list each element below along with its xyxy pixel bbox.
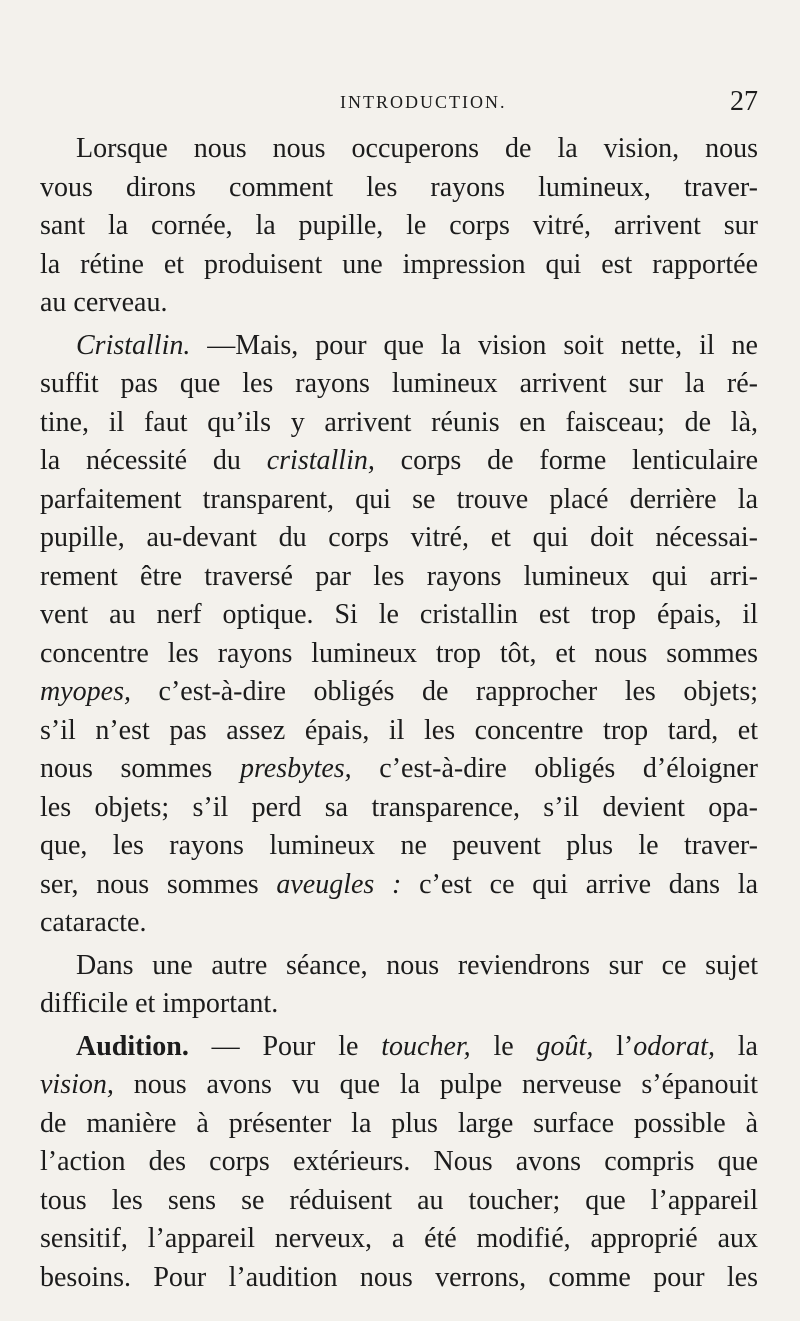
text-line bbox=[40, 750, 758, 789]
text-line bbox=[40, 1105, 758, 1144]
text-run: besoins. Pour l’audition nous verrons, comme pour les bbox=[40, 1261, 758, 1293]
italic-text: vision, bbox=[40, 1069, 114, 1100]
text-run: nous sommes bbox=[40, 753, 240, 784]
text-line bbox=[40, 635, 758, 674]
text-line bbox=[40, 673, 758, 712]
text-run: parfaitement transparent, qui se trouve placé derrière la bbox=[40, 483, 758, 515]
text-line bbox=[40, 1259, 758, 1298]
text-line bbox=[40, 404, 758, 443]
text-line bbox=[40, 827, 758, 866]
italic-text: goût, bbox=[536, 1030, 594, 1062]
text-line bbox=[40, 442, 758, 481]
text-line bbox=[40, 169, 758, 208]
text-run: — Pour le bbox=[188, 1030, 382, 1062]
italic-text: odorat, bbox=[633, 1030, 715, 1062]
text-run: Dans une autre séance, nous reviendrons sur ce sujet bbox=[76, 949, 758, 981]
text-run: que, les rayons lumineux ne peuvent plus le traver- bbox=[40, 830, 758, 861]
text-line bbox=[40, 365, 758, 404]
text-run: au cerveau. bbox=[40, 287, 168, 318]
text-run: vous dirons comment les rayons lumineux, traver- bbox=[40, 171, 758, 203]
text-run: tous les sens se réduisent au toucher; que l’appareil bbox=[40, 1184, 758, 1216]
text-line bbox=[40, 789, 758, 828]
text-run: pupille, au-devant du corps vitré, et qui doit nécessai- bbox=[40, 522, 758, 553]
running-title: INTRODUCTION. bbox=[340, 92, 507, 112]
text-line bbox=[40, 1220, 758, 1259]
text-line bbox=[40, 519, 758, 558]
text-line bbox=[40, 481, 758, 520]
text-run: c’est ce qui arrive dans la bbox=[401, 868, 758, 900]
text-run: difficile et important. bbox=[40, 988, 279, 1019]
text-line bbox=[40, 866, 758, 905]
text-line bbox=[40, 130, 758, 169]
page-number: 27 bbox=[730, 86, 758, 117]
text-run: corps de forme lenticulaire bbox=[374, 445, 758, 476]
text-run: Lorsque nous nous occuperons de la vision, nous bbox=[76, 133, 758, 164]
text-run: concentre les rayons lumineux trop tôt, et nous sommes bbox=[40, 637, 758, 669]
text-line bbox=[40, 1066, 758, 1105]
text-run: c’est-à-dire obligés de rapprocher les objets; bbox=[130, 676, 758, 707]
text-line bbox=[40, 558, 758, 597]
italic-text: presbytes, bbox=[239, 753, 352, 784]
text-run: la bbox=[714, 1030, 758, 1062]
text-run: suffit pas que les rayons lumineux arrivent sur la ré- bbox=[40, 368, 758, 399]
italic-text: aveugles : bbox=[276, 868, 402, 900]
text-line bbox=[40, 904, 758, 943]
text-run: l’action des corps extérieurs. Nous avons compris que bbox=[40, 1146, 758, 1177]
text-line bbox=[40, 596, 758, 635]
text-line bbox=[40, 327, 758, 366]
text-run: c’est-à-dire obligés d’éloigner bbox=[351, 753, 758, 784]
text-line bbox=[40, 284, 758, 323]
italic-text: Cristallin. bbox=[76, 329, 191, 361]
text-run: les objets; s’il perd sa transparence, s’il devient opa- bbox=[40, 791, 758, 823]
italic-text: cristallin, bbox=[266, 445, 375, 476]
text-run: nous avons vu que la pulpe nerveuse s’épanouit bbox=[113, 1069, 758, 1100]
text-run: sant la cornée, la pupille, le corps vitré, arrivent sur bbox=[40, 210, 758, 241]
text-run: tine, il faut qu’ils y arrivent réunis en faisceau; de là, bbox=[40, 406, 758, 438]
text-run: le bbox=[470, 1030, 537, 1062]
text-run: sensitif, l’appareil nerveux, a été modifié, approprié aux bbox=[40, 1223, 758, 1254]
page-body bbox=[40, 130, 758, 1297]
text-run: rement être traversé par les rayons lumineux qui arri- bbox=[40, 560, 758, 592]
text-line bbox=[40, 947, 758, 986]
italic-text: myopes, bbox=[40, 676, 131, 707]
text-line bbox=[40, 207, 758, 246]
text-run: la nécessité du bbox=[40, 445, 267, 476]
text-run: s’il n’est pas assez épais, il les concentre trop tard, et bbox=[40, 714, 758, 746]
text-run: la rétine et produisent une impression qui est rapportée bbox=[40, 248, 758, 280]
text-line bbox=[40, 712, 758, 751]
text-run: l’ bbox=[593, 1030, 634, 1062]
text-run: —Mais, pour que la vision soit nette, il ne bbox=[190, 329, 758, 361]
text-line bbox=[40, 246, 758, 285]
italic-text: toucher, bbox=[381, 1030, 471, 1062]
text-line bbox=[40, 1028, 758, 1067]
text-line bbox=[40, 1143, 758, 1182]
text-run: vent au nerf optique. Si le cristallin est trop épais, il bbox=[40, 599, 758, 630]
text-line bbox=[40, 1182, 758, 1221]
bold-heading: Audition. bbox=[76, 1030, 189, 1062]
text-line bbox=[40, 985, 758, 1024]
text-run: de manière à présenter la plus large surface possible à bbox=[40, 1107, 758, 1139]
text-run: cataracte. bbox=[40, 907, 147, 938]
page-header bbox=[40, 86, 758, 126]
text-run: ser, nous sommes bbox=[40, 868, 277, 900]
